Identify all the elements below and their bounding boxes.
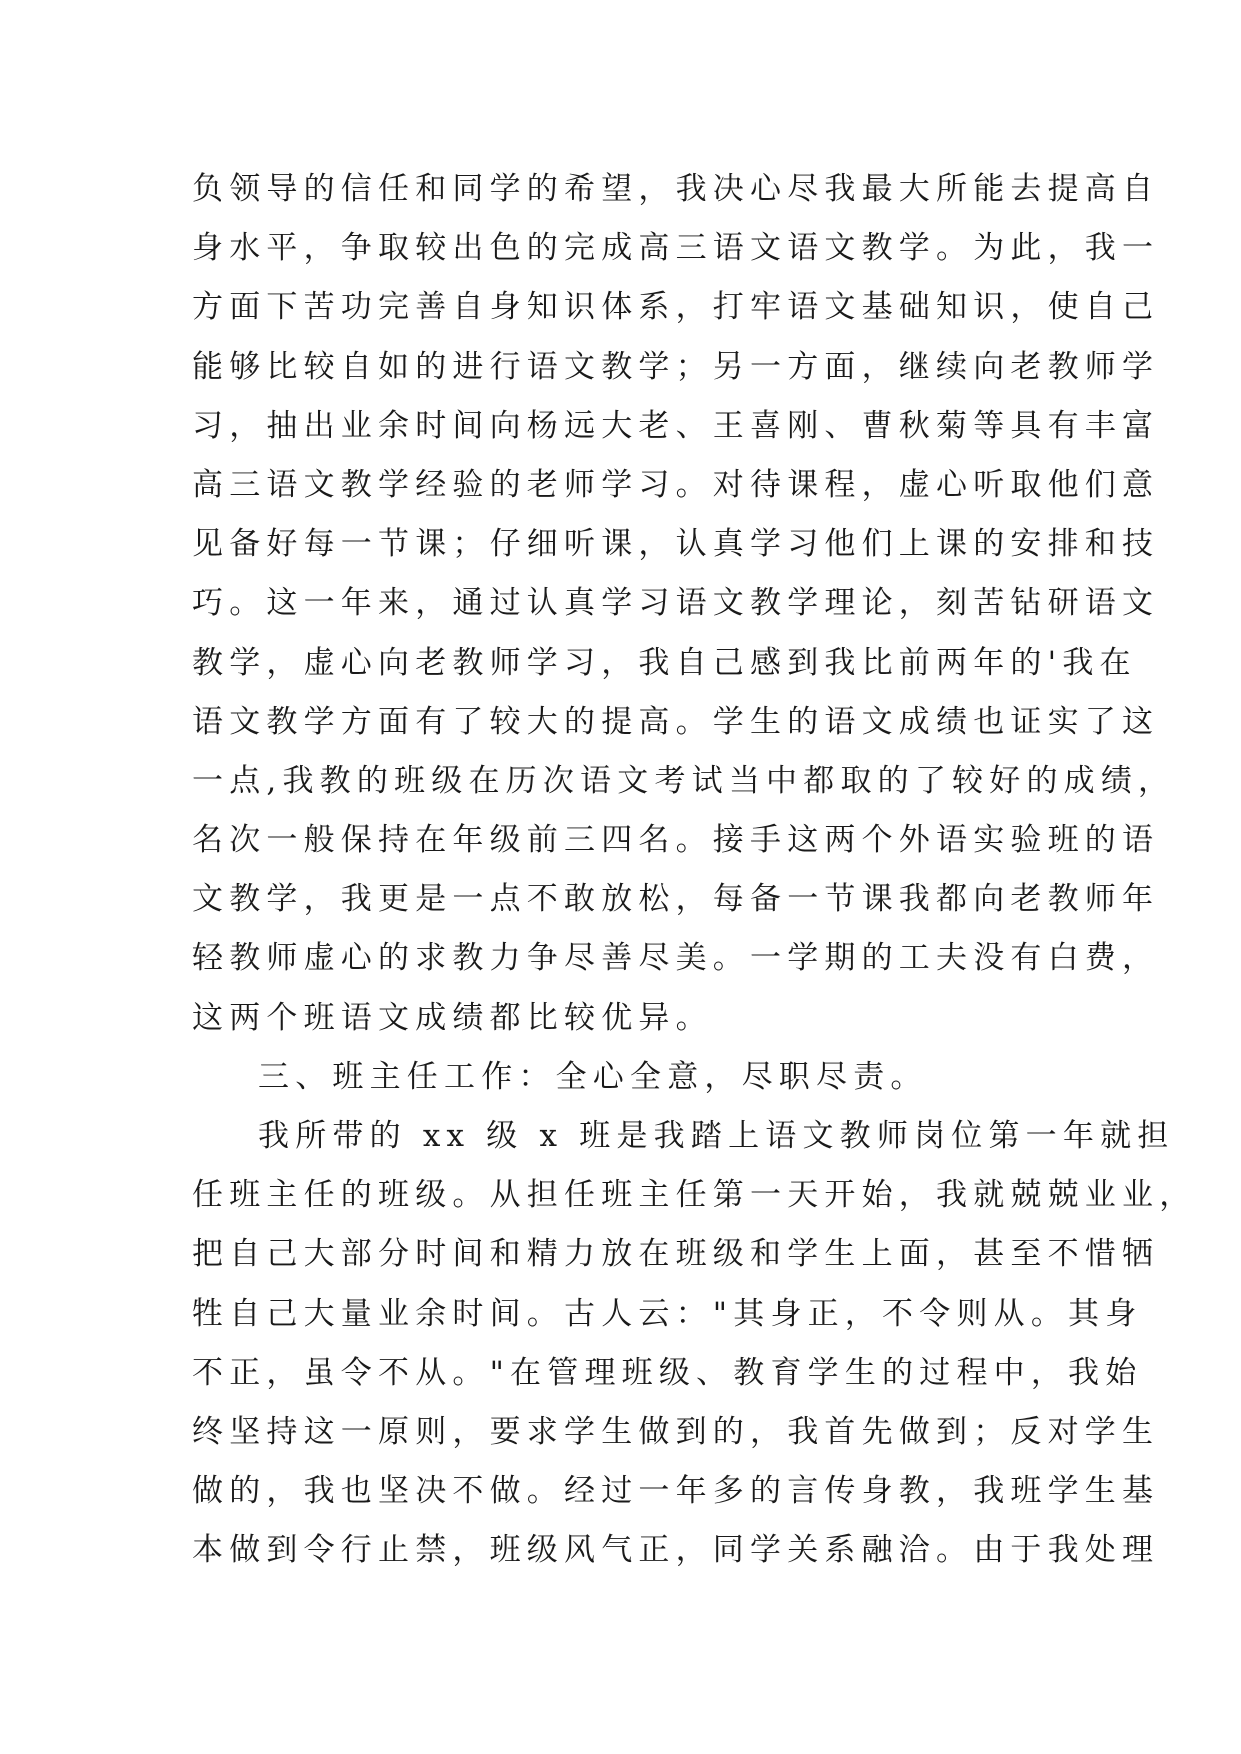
text-line: 这两个班语文成绩都比较优异。 (192, 999, 713, 1036)
text-line: 不正，虽令不从。"在管理班级、教育学生的过程中，我始 (192, 1354, 1143, 1391)
text-line: 教学，虚心向老教师学习，我自己感到我比前两年的'我在 (192, 644, 1137, 681)
text-line: 本做到令行止禁，班级风气正，同学关系融洽。由于我处理 (192, 1532, 1160, 1569)
text-line: 习，抽出业余时间向杨远大老、王喜刚、曹秋菊等具有丰富 (192, 407, 1160, 444)
text-line: 负领导的信任和同学的希望，我决心尽我最大所能去提高自 (192, 171, 1160, 207)
text-line: 高三语文教学经验的老师学习。对待课程，虚心听取他们意 (192, 466, 1160, 503)
text-line: 轻教师虚心的求教力争尽善尽美。一学期的工夫没有白费， (192, 940, 1160, 977)
section-heading: 三、班主任工作：全心全意，尽职尽责。 (258, 1058, 928, 1095)
text-line: 终坚持这一原则，要求学生做到的，我首先做到；反对学生 (192, 1413, 1160, 1450)
text-line: 任班主任的班级。从担任班主任第一天开始，我就兢兢业业， (192, 1177, 1197, 1214)
text-line: 见备好每一节课；仔细听课，认真学习他们上课的安排和技 (192, 526, 1160, 563)
text-line: 牲自己大量业余时间。古人云："其身正，不令则从。其身 (192, 1295, 1143, 1332)
text-line: 文教学，我更是一点不敢放松，每备一节课我都向老教师年 (192, 881, 1160, 918)
text-line: 把自己大部分时间和精力放在班级和学生上面，甚至不惜牺 (192, 1236, 1160, 1273)
text-line: 做的，我也坚决不做。经过一年多的言传身教，我班学生基 (192, 1473, 1160, 1510)
text-line: 名次一般保持在年级前三四名。接手这两个外语实验班的语 (192, 822, 1160, 859)
body-text (192, 160, 1197, 1581)
text-line: 方面下苦功完善自身知识体系，打牢语文基础知识，使自己 (192, 289, 1160, 326)
text-line: 身水平，争取较出色的完成高三语文语文教学。为此，我一 (192, 230, 1160, 267)
text-line: 巧。这一年来，通过认真学习语文教学理论，刻苦钻研语文 (192, 585, 1160, 622)
text-line: 能够比较自如的进行语文教学；另一方面，继续向老教师学 (192, 348, 1160, 385)
text-line: 语文教学方面有了较大的提高。学生的语文成绩也证实了这 (192, 703, 1160, 740)
text-line: 一点,我教的班级在历次语文考试当中都取的了较好的成绩， (192, 762, 1176, 799)
text-line: 我所带的 xx 级 x 班是我踏上语文教师岗位第一年就担 (258, 1118, 1175, 1154)
